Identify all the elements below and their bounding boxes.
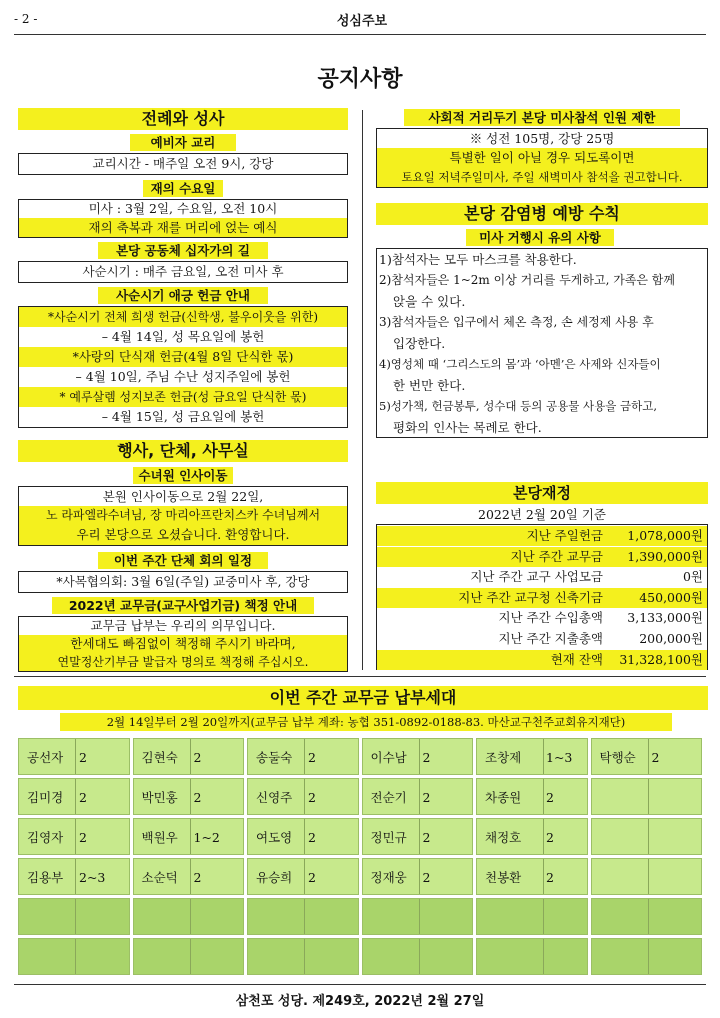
donor-cell-divider bbox=[75, 819, 76, 854]
donor-count: 2 bbox=[79, 790, 87, 805]
finance-value: 450,000원 bbox=[639, 589, 703, 605]
donor-count: 2 bbox=[308, 790, 316, 805]
dues-line-1: 교무금 납부는 우리의 의무입니다. bbox=[90, 618, 276, 633]
donor-name: 조창제 bbox=[485, 750, 522, 765]
donor-cell-divider bbox=[304, 739, 305, 774]
donor-cell bbox=[247, 858, 359, 895]
rule-line-1: 1)참석자는 모두 마스크를 착용한다. bbox=[379, 252, 577, 267]
finance-label: 현재 잔액 bbox=[550, 651, 603, 667]
donor-cell-divider bbox=[190, 819, 191, 854]
dues-line-2: 한세대도 빠짐없이 책정해 주시기 바라며, bbox=[19, 635, 347, 653]
donor-name: 채정호 bbox=[485, 830, 522, 845]
finance-label: 지난 주간 교무금 bbox=[510, 548, 603, 564]
finance-row bbox=[377, 567, 707, 587]
main-title: 공지사항 bbox=[317, 67, 403, 92]
finance-value: 0원 bbox=[682, 569, 703, 585]
donor-cell bbox=[476, 778, 588, 815]
donor-name: 신영주 bbox=[256, 790, 293, 805]
donor-cell bbox=[476, 738, 588, 775]
donor-cell bbox=[591, 898, 703, 935]
donor-cell-divider bbox=[648, 739, 649, 774]
donor-cell-divider bbox=[419, 779, 420, 814]
donors-heading: 이번 주간 교무금 납부세대 bbox=[18, 686, 708, 710]
lent-offering-box bbox=[18, 306, 348, 428]
donor-name: 김현숙 bbox=[141, 750, 178, 765]
donor-cell bbox=[476, 898, 588, 935]
meeting-text: *사목협의회: 3월 6일(주일) 교중미사 후, 강당 bbox=[18, 571, 348, 593]
donor-name: 유승희 bbox=[256, 870, 293, 885]
rule-line-4: 3)참석자들은 입구에서 체온 측정, 손 세정제 사용 후 bbox=[379, 315, 654, 329]
finance-table bbox=[376, 524, 708, 670]
donor-count: 2 bbox=[422, 790, 431, 805]
donor-cell bbox=[362, 898, 474, 935]
finance-date: 2022년 2월 20일 기준 bbox=[478, 507, 606, 522]
donor-cell-divider bbox=[75, 739, 76, 774]
donor-cell-divider bbox=[190, 939, 191, 974]
ash-line-2: 재의 축복과 재를 머리에 얹는 예식 bbox=[19, 218, 347, 237]
finance-row bbox=[377, 588, 707, 608]
donor-name: 탁행순 bbox=[599, 750, 636, 765]
header-rule bbox=[14, 34, 706, 35]
donor-cell bbox=[133, 738, 245, 775]
donor-cell-divider bbox=[419, 739, 420, 774]
donor-cell-divider bbox=[543, 779, 544, 814]
donor-cell-divider bbox=[190, 899, 191, 934]
donor-count: 2 bbox=[546, 790, 554, 805]
donor-cell-divider bbox=[543, 859, 544, 894]
section-rule bbox=[14, 676, 706, 677]
donor-cell bbox=[18, 858, 130, 895]
donor-cell bbox=[362, 858, 474, 895]
liturgy-heading: 전례와 성사 bbox=[18, 108, 348, 130]
donor-cell bbox=[133, 898, 245, 935]
finance-heading: 본당재정 bbox=[376, 482, 708, 504]
lent-line-6: – 4월 15일, 성 금요일에 봉헌 bbox=[101, 409, 265, 424]
donor-cell-divider bbox=[648, 819, 649, 854]
donor-cell bbox=[18, 818, 130, 855]
donor-cell bbox=[591, 738, 703, 775]
infection-rules-box bbox=[376, 248, 708, 438]
donor-name: 천봉환 bbox=[485, 870, 522, 885]
finance-value: 1,078,000원 bbox=[627, 528, 703, 543]
donor-cell bbox=[476, 818, 588, 855]
donor-count: 2 bbox=[193, 750, 202, 765]
rule-line-7: 한 번만 한다. bbox=[393, 378, 466, 393]
donor-cell-divider bbox=[419, 899, 420, 934]
finance-row bbox=[377, 650, 707, 670]
donor-cell-divider bbox=[419, 819, 420, 854]
nun-heading: 수녀원 인사이동 bbox=[133, 467, 233, 484]
donor-name: 김미경 bbox=[27, 790, 64, 805]
lent-offering-heading: 사순시기 애긍 헌금 안내 bbox=[98, 287, 268, 304]
finance-label: 지난 주간 교구 사업모금 bbox=[470, 569, 603, 585]
finance-label: 지난 주일헌금 bbox=[526, 528, 603, 543]
ash-line-1: 미사 : 3월 2일, 수요일, 오전 10시 bbox=[88, 201, 278, 216]
donors-grid bbox=[18, 738, 706, 976]
infection-heading: 본당 감염병 예방 수칙 bbox=[376, 203, 708, 225]
donor-cell bbox=[18, 938, 130, 975]
donor-cell-divider bbox=[543, 939, 544, 974]
footer-rule bbox=[14, 984, 706, 985]
finance-value: 200,000원 bbox=[639, 631, 703, 646]
dues-heading: 2022년 교무금(교구사업기금) 책정 안내 bbox=[52, 597, 314, 614]
donor-count: 2 bbox=[422, 830, 431, 845]
donor-cell bbox=[591, 818, 703, 855]
donor-cell-divider bbox=[648, 939, 649, 974]
donor-cell bbox=[247, 778, 359, 815]
finance-row bbox=[377, 608, 707, 628]
dues-line-3: 연말정산기부금 발급자 명의로 책정해 주십시오. bbox=[19, 653, 347, 671]
meeting-heading: 이번 주간 단체 회의 일정 bbox=[98, 552, 268, 569]
donor-cell bbox=[247, 818, 359, 855]
donor-cell bbox=[591, 938, 703, 975]
rule-line-2: 2)참석자들은 1~2m 이상 거리를 두게하고, 가족은 함께 bbox=[379, 273, 675, 287]
donor-cell bbox=[476, 938, 588, 975]
donor-cell-divider bbox=[190, 779, 191, 814]
donor-count: 2 bbox=[308, 870, 316, 885]
donor-cell bbox=[133, 778, 245, 815]
donor-cell bbox=[18, 778, 130, 815]
donor-count: 2 bbox=[422, 750, 431, 765]
donor-count: 1~3 bbox=[546, 750, 573, 765]
donor-cell-divider bbox=[75, 939, 76, 974]
finance-row bbox=[377, 526, 707, 546]
donor-name: 이수남 bbox=[370, 750, 407, 765]
donor-cell-divider bbox=[190, 739, 191, 774]
donor-cell-divider bbox=[304, 939, 305, 974]
donor-name: 소순덕 bbox=[141, 870, 178, 885]
finance-value: 3,133,000원 bbox=[627, 610, 703, 626]
donor-cell bbox=[362, 938, 474, 975]
rule-line-6: 4)영성체 때 ‘그리스도의 몸’과 ‘아멘’은 사제와 신자들이 bbox=[379, 357, 661, 371]
nun-line-3: 우리 본당으로 오셨습니다. 환영합니다. bbox=[19, 525, 347, 545]
donor-cell bbox=[133, 818, 245, 855]
donor-cell-divider bbox=[75, 779, 76, 814]
donor-cell bbox=[476, 858, 588, 895]
rule-line-9: 평화의 인사는 목례로 한다. bbox=[393, 420, 542, 435]
donor-count: 2 bbox=[422, 870, 431, 885]
donor-cell bbox=[18, 898, 130, 935]
donor-count: 2~3 bbox=[79, 870, 106, 885]
donor-name: 여도영 bbox=[256, 830, 293, 845]
donor-name: 송둘숙 bbox=[256, 750, 293, 765]
donor-count: 2 bbox=[651, 750, 660, 765]
donor-cell bbox=[362, 818, 474, 855]
finance-label: 지난 주간 수입총액 bbox=[498, 610, 603, 626]
donor-cell-divider bbox=[304, 859, 305, 894]
finance-row bbox=[377, 547, 707, 567]
donors-subheading: 2월 14일부터 2월 20일까지(교무금 납부 계좌: 농협 351-0892-0188-83. 마산교구천주교회유지재단) bbox=[60, 713, 672, 731]
ash-wednesday-box bbox=[18, 199, 348, 238]
distancing-box bbox=[376, 128, 708, 188]
donor-name: 정재웅 bbox=[370, 870, 407, 885]
lent-line-3: *사랑의 단식재 헌금(4월 8일 단식한 몫) bbox=[19, 347, 347, 367]
distancing-heading: 사회적 거리두기 본당 미사참석 인원 제한 bbox=[404, 109, 680, 126]
donor-cell bbox=[247, 898, 359, 935]
finance-label: 지난 주간 지출총액 bbox=[498, 631, 603, 646]
catechumen-heading: 예비자 교리 bbox=[130, 134, 236, 151]
donor-count: 2 bbox=[79, 750, 87, 765]
donor-name: 차종원 bbox=[485, 790, 522, 805]
donor-cell bbox=[133, 858, 245, 895]
rule-line-8: 5)성가책, 헌금봉투, 성수대 등의 공용물 사용을 금하고, bbox=[379, 399, 657, 413]
catechumen-text: 교리시간 - 매주일 오전 9시, 강당 bbox=[18, 153, 348, 175]
donor-cell-divider bbox=[75, 859, 76, 894]
donor-count: 2 bbox=[79, 830, 87, 845]
events-heading: 행사, 단체, 사무실 bbox=[18, 440, 348, 462]
donor-count: 2 bbox=[308, 830, 316, 845]
donor-cell-divider bbox=[648, 779, 649, 814]
lent-line-1: *사순시기 전체 희생 헌금(신학생, 불우이웃을 위한) bbox=[19, 307, 347, 327]
lent-line-2: – 4월 14일, 성 목요일에 봉헌 bbox=[101, 329, 265, 344]
donor-name: 김영자 bbox=[27, 830, 64, 845]
donor-cell-divider bbox=[648, 859, 649, 894]
donor-cell bbox=[362, 778, 474, 815]
distancing-line-3: 토요일 저녁주일미사, 주일 새벽미사 참석을 권고합니다. bbox=[377, 167, 707, 187]
donor-cell bbox=[247, 938, 359, 975]
infection-subheading: 미사 거행시 유의 사항 bbox=[466, 229, 614, 246]
rule-line-5: 입장한다. bbox=[393, 336, 446, 351]
donor-count: 2 bbox=[546, 830, 554, 845]
donor-name: 전순기 bbox=[370, 790, 407, 805]
donor-cell-divider bbox=[543, 899, 544, 934]
rule-line-3: 앉을 수 있다. bbox=[393, 294, 466, 309]
nun-line-2: 노 라파엘라수녀님, 장 마리아프란치스카 수녀님께서 bbox=[19, 506, 347, 525]
column-divider bbox=[362, 110, 363, 670]
ash-wednesday-heading: 재의 수요일 bbox=[143, 180, 223, 197]
donor-count: 2 bbox=[193, 870, 202, 885]
donor-count: 2 bbox=[546, 870, 554, 885]
donor-name: 박민홍 bbox=[141, 790, 178, 805]
donor-cell-divider bbox=[648, 899, 649, 934]
finance-label: 지난 주간 교구청 신축기금 bbox=[458, 589, 603, 605]
donor-cell bbox=[362, 738, 474, 775]
nun-box bbox=[18, 486, 348, 546]
donor-cell-divider bbox=[543, 819, 544, 854]
finance-row bbox=[377, 629, 707, 649]
finance-value: 1,390,000원 bbox=[627, 548, 703, 564]
footer-text: 삼천포 성당. 제249호, 2022년 2월 27일 bbox=[235, 994, 485, 1009]
donor-cell-divider bbox=[419, 939, 420, 974]
bulletin-title: 성심주보 bbox=[336, 14, 388, 29]
donor-cell bbox=[591, 778, 703, 815]
donor-count: 2 bbox=[193, 790, 202, 805]
stations-heading: 본당 공동체 십자가의 길 bbox=[98, 242, 268, 259]
donor-count: 2 bbox=[308, 750, 316, 765]
donor-cell bbox=[247, 738, 359, 775]
donor-name: 김용부 bbox=[27, 870, 64, 885]
finance-value: 31,328,100원 bbox=[619, 651, 703, 667]
donor-cell-divider bbox=[543, 739, 544, 774]
donor-name: 공선자 bbox=[27, 750, 64, 765]
stations-text: 사순시기 : 매주 금요일, 오전 미사 후 bbox=[18, 261, 348, 283]
donor-cell-divider bbox=[75, 899, 76, 934]
donor-name: 정민규 bbox=[370, 830, 407, 845]
lent-line-4: – 4월 10일, 주님 수난 성지주일에 봉헌 bbox=[75, 369, 291, 384]
lent-line-5: * 예루살렘 성지보존 헌금(성 금요일 단식한 몫) bbox=[19, 387, 347, 407]
donor-cell bbox=[133, 938, 245, 975]
nun-line-1: 본원 인사이동으로 2월 22일, bbox=[102, 489, 264, 504]
dues-box bbox=[18, 616, 348, 672]
distancing-line-1: ※ 성전 105명, 강당 25명 bbox=[469, 131, 615, 146]
page-number: - 2 - bbox=[14, 12, 38, 26]
donor-cell-divider bbox=[190, 859, 191, 894]
donor-name: 백원우 bbox=[141, 830, 178, 845]
donor-cell-divider bbox=[304, 899, 305, 934]
distancing-line-2: 특별한 일이 아닐 경우 되도록이면 bbox=[377, 148, 707, 167]
donor-count: 1~2 bbox=[193, 830, 220, 845]
donor-cell-divider bbox=[304, 819, 305, 854]
donor-cell-divider bbox=[304, 779, 305, 814]
donor-cell bbox=[18, 738, 130, 775]
donor-cell bbox=[591, 858, 703, 895]
donor-cell-divider bbox=[419, 859, 420, 894]
